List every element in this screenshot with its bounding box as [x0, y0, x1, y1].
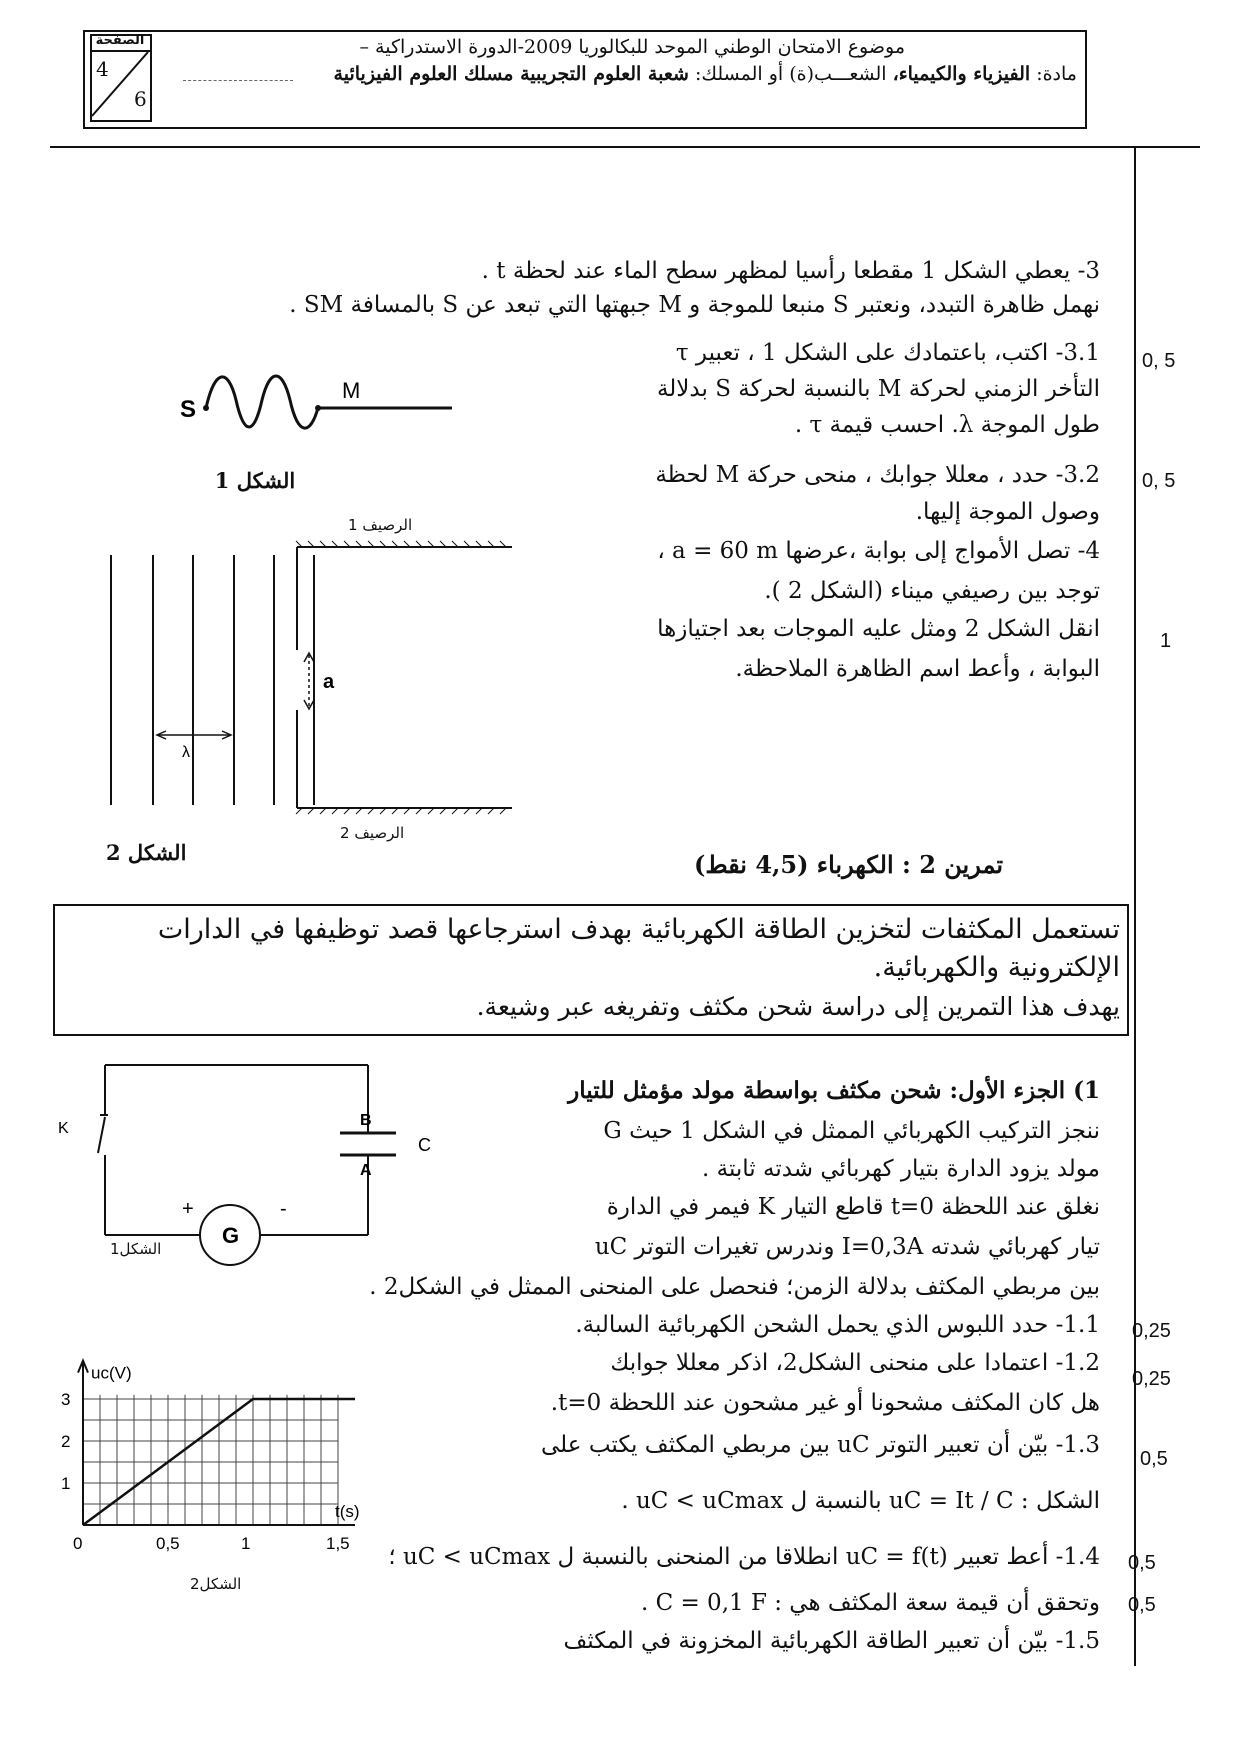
figure-2-harbor — [80, 515, 530, 845]
p1-line3: نغلق عند اللحظة t=0 قاطع التيار K فيمر في الدارة — [606, 1194, 1100, 1220]
quay-2 — [296, 710, 512, 814]
quay-1 — [296, 541, 512, 650]
quay-2-label: الرصيف 2 — [340, 824, 405, 842]
q12-line2: هل كان المكثف مشحونا أو غير مشحون عند اللحظة t=0. — [550, 1390, 1100, 1416]
part-1-title: 1) الجزء الأول: شحن مكثف بواسطة مولد مؤمثل للتيار — [568, 1077, 1100, 1104]
label-K: K — [58, 1120, 69, 1137]
mark-q32: 0, 5 — [1142, 470, 1176, 492]
subject-line: مادة: الفيزياء والكيمياء، الشعـــب(ة) أو المسلك: شعبة العلوم التجريبية مسلك العلوم الفيزيائية — [333, 63, 1077, 85]
q12-line1: 1.2- اعتمادا على منحنى الشكل2، اذكر معللا جوابك — [610, 1350, 1100, 1376]
p1-line2: مولد يزود الدارة بتيار كهربائي شدته ثابتة . — [701, 1156, 1100, 1182]
x-tick-label: 1,5 — [326, 1534, 350, 1553]
q3-line2: نهمل ظاهرة التبدد، ونعتبر S منبعا للموجة و M جبهتها التي تبعد عن S بالمسافة SM . — [289, 292, 1100, 318]
q31-line3: طول الموجة λ. احسب قيمة τ . — [794, 412, 1100, 438]
q4-line3: انقل الشكل 2 ومثل عليه الموجات بعد اجتيازها — [657, 616, 1100, 642]
intro-line2: الإلكترونية والكهربائية. — [873, 952, 1120, 983]
label-S: S — [180, 396, 197, 423]
q4-line4: البوابة ، وأعط اسم الظاهرة الملاحظة. — [735, 656, 1100, 682]
mark-q14a: 0,5 — [1128, 1552, 1156, 1574]
switch-K — [98, 1115, 108, 1153]
q31-line2: التأخر الزمني لحركة M بالنسبة لحركة S بدلالة — [656, 376, 1100, 402]
wave-fronts — [111, 555, 314, 805]
figure-1-wave — [170, 360, 490, 450]
mark-q13: 0,5 — [1140, 1448, 1168, 1470]
q11-line: 1.1- حدد اللبوس الذي يحمل الشحن الكهربائية السالبة. — [575, 1312, 1100, 1338]
mark-q12: 0,25 — [1132, 1368, 1171, 1390]
x-tick-label: 0 — [73, 1534, 83, 1553]
circuit-caption: الشكل1 — [110, 1240, 162, 1258]
label-G: G — [222, 1223, 240, 1248]
q3-line1: 3- يعطي الشكل 1 مقطعا رأسيا لمظهر سطح الماء عند لحظة t . — [481, 258, 1100, 284]
q14-line2: وتحقق أن قيمة سعة المكثف هي : C = 0,1 F . — [640, 1590, 1100, 1616]
exercise-2-title: تمرين 2 : الكهرباء (4,5 نقط) — [694, 850, 1003, 879]
fig2-caption: الشكل 2 — [106, 840, 187, 865]
y-tick-label: 2 — [61, 1432, 71, 1451]
exam-title: موضوع الامتحان الوطني الموحد للبكالوريا 2009-الدورة الاستدراكية – — [359, 36, 905, 58]
front-point — [315, 405, 321, 411]
q13-line1: 1.3- بيّن أن تعبير التوتر uC بين مربطي المكثف يكتب على — [541, 1432, 1100, 1458]
quay-1-label: الرصيف 1 — [348, 516, 413, 534]
label-a: a — [323, 671, 335, 693]
y-tick-label: 1 — [61, 1474, 71, 1493]
label-plus: + — [182, 1198, 194, 1220]
page-total: 6 — [134, 87, 147, 111]
x-tick-label: 1 — [241, 1534, 251, 1553]
label-B: B — [360, 1112, 372, 1129]
chart-caption: الشكل2 — [190, 1575, 242, 1593]
label-A: A — [360, 1162, 372, 1179]
q14-line1: 1.4- أعط تعبير uC = f(t) انطلاقا من المنحنى بالنسبة ل uC < uCmax ؛ — [388, 1544, 1100, 1570]
label-C: C — [418, 1135, 431, 1155]
mark-q11: 0,25 — [1132, 1320, 1171, 1342]
page-label: الصفحة — [95, 33, 145, 48]
label-M: M — [342, 378, 361, 403]
p1-line5: بين مربطي المكثف بدلالة الزمن؛ فنحصل على المنحنى الممثل في الشكل2 . — [369, 1274, 1100, 1300]
q15-line: 1.5- بيّن أن تعبير الطاقة الكهربائية المخزونة في المكثف — [563, 1628, 1100, 1654]
page-number: 4 — [96, 57, 109, 81]
y-tick-label: 3 — [61, 1390, 71, 1409]
label-minus: - — [280, 1198, 287, 1220]
intro-line1: تستعمل المكثفات لتخزين الطاقة الكهربائية بهدف استرجاعها قصد توظيفها في الدارات — [157, 914, 1120, 945]
q31-line1: 3.1- اكتب، باعتمادك على الشكل 1 ، تعبير τ — [675, 340, 1100, 366]
mark-q14b: 0,5 — [1128, 1594, 1156, 1616]
x-axis-label: t(s) — [335, 1502, 360, 1521]
gate-width-arrow — [304, 653, 314, 709]
label-lambda: λ — [182, 744, 190, 761]
uc-time-chart — [50, 1285, 430, 1585]
formula-uc: uC = It / C — [888, 1488, 1014, 1514]
capacitor — [340, 1133, 396, 1155]
p1-line1: ننجز التركيب الكهربائي الممثل في الشكل 1 حيث G — [603, 1118, 1100, 1144]
q4-line2: توجد بين رصيفي ميناء (الشكل 2 ). — [764, 578, 1100, 604]
mark-q4: 1 — [1160, 630, 1172, 652]
q32-line1: 3.2- حدد ، معللا جوابك ، منحى حركة M لحظة — [655, 462, 1100, 488]
wave-profile — [206, 376, 318, 428]
intro-line3: يهدف هذا التمرين إلى دراسة شحن مكثف وتفريغه عبر وشيعة. — [476, 992, 1120, 1021]
fig1-caption: الشكل 1 — [214, 468, 296, 493]
q13-line2: الشكل : uC = It / C بالنسبة ل uC < uCmax . — [621, 1488, 1100, 1514]
p1-line4: تيار كهربائي شدته I=0,3A وندرس تغيرات التوتر uC — [594, 1234, 1100, 1260]
x-tick-label: 0,5 — [156, 1534, 180, 1553]
q32-line2: وصول الموجة إليها. — [915, 499, 1100, 525]
mark-q31: 0, 5 — [1142, 350, 1176, 372]
source-point — [203, 405, 209, 411]
y-axis-label: uc(V) — [91, 1363, 132, 1383]
q4-line1: 4- تصل الأمواج إلى بوابة ،عرضها a = 60 m ، — [657, 538, 1100, 564]
